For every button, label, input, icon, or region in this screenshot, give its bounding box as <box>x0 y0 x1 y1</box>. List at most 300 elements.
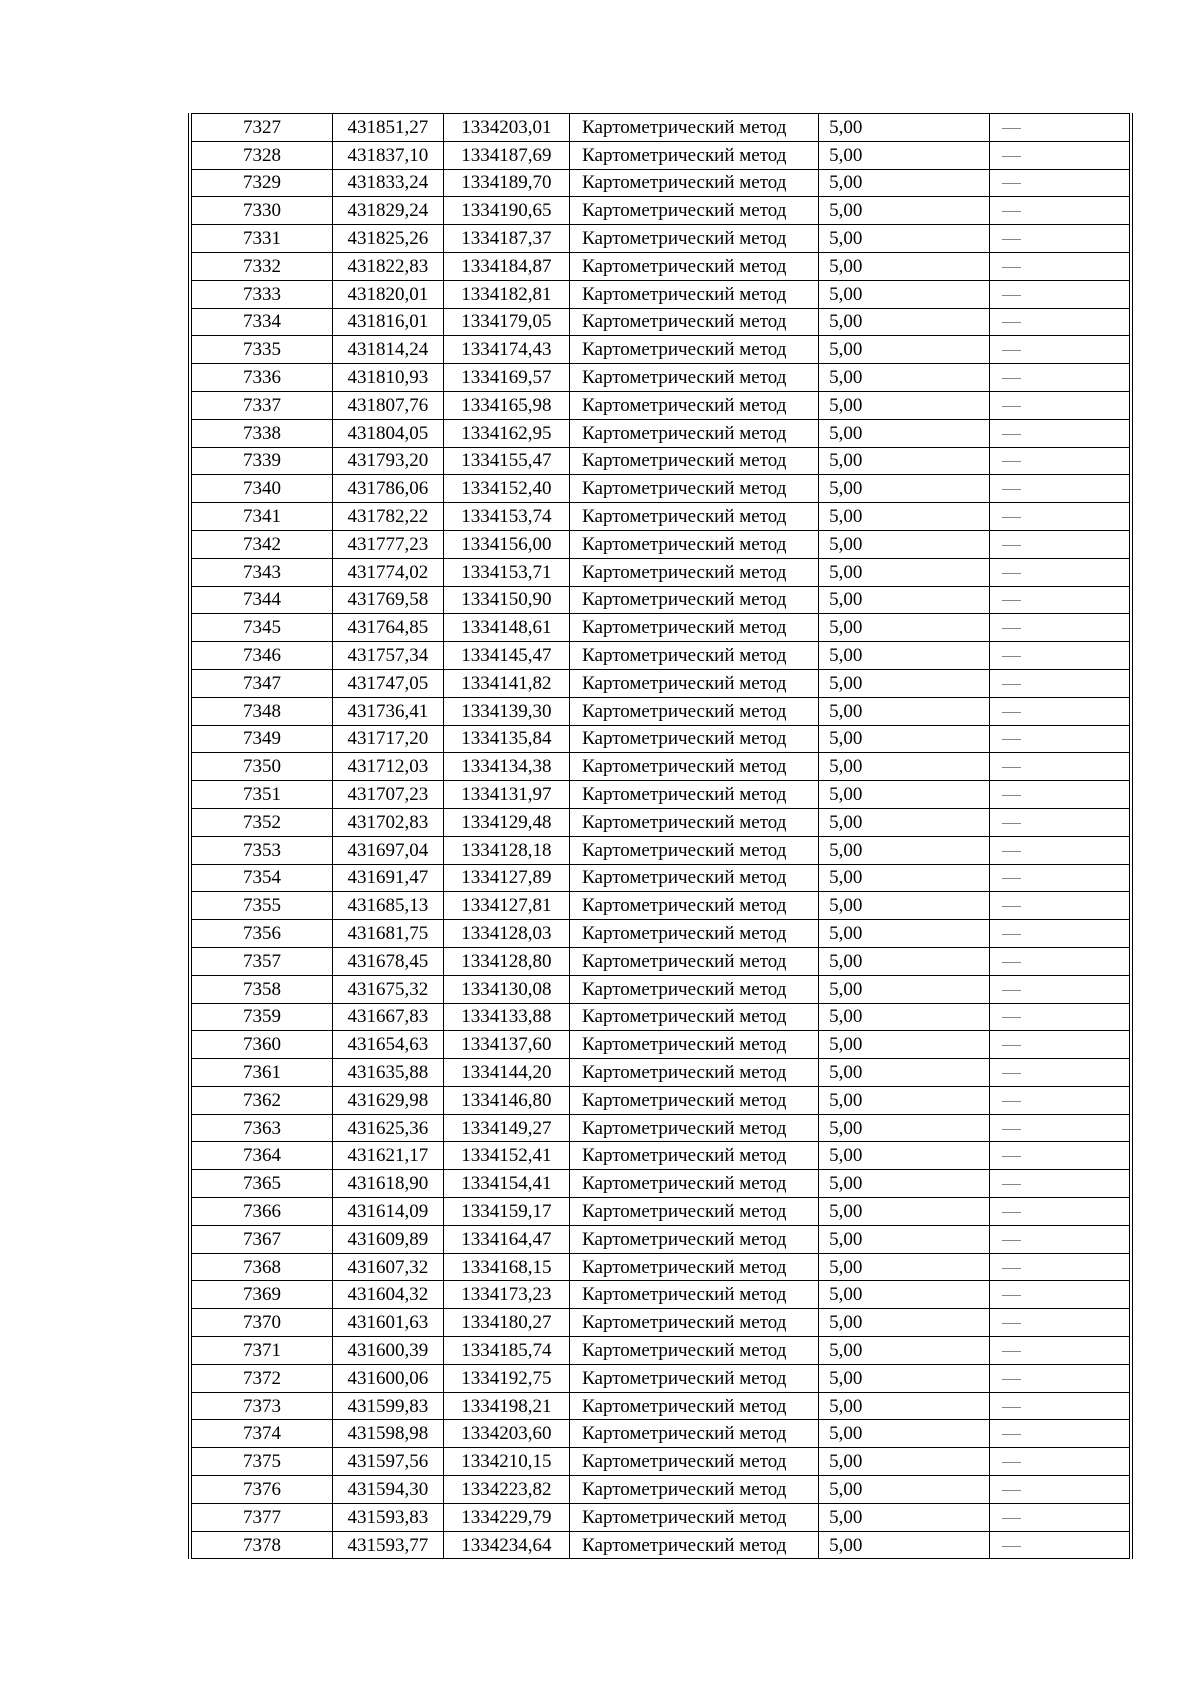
table-row <box>190 114 1131 142</box>
x-coordinate-cell: 431691,47 <box>333 864 443 892</box>
description-cell: — <box>989 1364 1131 1392</box>
point-number-cell: 7372 <box>190 1364 333 1392</box>
accuracy-cell: 5,00 <box>819 947 990 975</box>
accuracy-cell: 5,00 <box>819 642 990 670</box>
table-row <box>190 530 1131 558</box>
description-cell: — <box>989 1198 1131 1226</box>
y-coordinate-cell: 1334152,40 <box>443 475 570 503</box>
method-cell: Картометрический метод <box>570 114 819 142</box>
description-cell: — <box>989 892 1131 920</box>
accuracy-cell: 5,00 <box>819 1170 990 1198</box>
y-coordinate-cell: 1334168,15 <box>443 1253 570 1281</box>
description-cell: — <box>989 1142 1131 1170</box>
y-coordinate-cell: 1334128,03 <box>443 920 570 948</box>
table-row <box>190 1114 1131 1142</box>
y-coordinate-cell: 1334135,84 <box>443 725 570 753</box>
method-cell: Картометрический метод <box>570 1309 819 1337</box>
y-coordinate-cell: 1334164,47 <box>443 1225 570 1253</box>
method-cell: Картометрический метод <box>570 781 819 809</box>
accuracy-cell: 5,00 <box>819 920 990 948</box>
point-number-cell: 7358 <box>190 975 333 1003</box>
y-coordinate-cell: 1334210,15 <box>443 1448 570 1476</box>
accuracy-cell: 5,00 <box>819 1253 990 1281</box>
table-row <box>190 1086 1131 1114</box>
description-cell: — <box>989 391 1131 419</box>
x-coordinate-cell: 431629,98 <box>333 1086 443 1114</box>
table-row <box>190 808 1131 836</box>
description-cell: — <box>989 1281 1131 1309</box>
x-coordinate-cell: 431593,83 <box>333 1503 443 1531</box>
description-cell: — <box>989 1114 1131 1142</box>
y-coordinate-cell: 1334162,95 <box>443 419 570 447</box>
method-cell: Картометрический метод <box>570 586 819 614</box>
method-cell: Картометрический метод <box>570 836 819 864</box>
y-coordinate-cell: 1334159,17 <box>443 1198 570 1226</box>
x-coordinate-cell: 431829,24 <box>333 197 443 225</box>
x-coordinate-cell: 431851,27 <box>333 114 443 142</box>
y-coordinate-cell: 1334182,81 <box>443 280 570 308</box>
accuracy-cell: 5,00 <box>819 836 990 864</box>
description-cell: — <box>989 614 1131 642</box>
description-cell: — <box>989 1392 1131 1420</box>
y-coordinate-cell: 1334203,01 <box>443 114 570 142</box>
x-coordinate-cell: 431598,98 <box>333 1420 443 1448</box>
description-cell: — <box>989 753 1131 781</box>
method-cell: Картометрический метод <box>570 1281 819 1309</box>
y-coordinate-cell: 1334139,30 <box>443 697 570 725</box>
point-number-cell: 7328 <box>190 141 333 169</box>
y-coordinate-cell: 1334234,64 <box>443 1531 570 1559</box>
table-row <box>190 920 1131 948</box>
accuracy-cell: 5,00 <box>819 169 990 197</box>
point-number-cell: 7361 <box>190 1059 333 1087</box>
table-row <box>190 781 1131 809</box>
point-number-cell: 7342 <box>190 530 333 558</box>
method-cell: Картометрический метод <box>570 753 819 781</box>
x-coordinate-cell: 431774,02 <box>333 558 443 586</box>
x-coordinate-cell: 431820,01 <box>333 280 443 308</box>
x-coordinate-cell: 431609,89 <box>333 1225 443 1253</box>
x-coordinate-cell: 431769,58 <box>333 586 443 614</box>
accuracy-cell: 5,00 <box>819 336 990 364</box>
accuracy-cell: 5,00 <box>819 725 990 753</box>
x-coordinate-cell: 431614,09 <box>333 1198 443 1226</box>
method-cell: Картометрический метод <box>570 447 819 475</box>
table-row <box>190 1059 1131 1087</box>
point-number-cell: 7349 <box>190 725 333 753</box>
point-number-cell: 7327 <box>190 114 333 142</box>
accuracy-cell: 5,00 <box>819 975 990 1003</box>
table-row <box>190 252 1131 280</box>
accuracy-cell: 5,00 <box>819 364 990 392</box>
y-coordinate-cell: 1334128,18 <box>443 836 570 864</box>
method-cell: Картометрический метод <box>570 141 819 169</box>
table-row <box>190 1476 1131 1504</box>
x-coordinate-cell: 431782,22 <box>333 503 443 531</box>
point-number-cell: 7369 <box>190 1281 333 1309</box>
x-coordinate-cell: 431786,06 <box>333 475 443 503</box>
table-row <box>190 280 1131 308</box>
description-cell: — <box>989 558 1131 586</box>
method-cell: Картометрический метод <box>570 364 819 392</box>
description-cell: — <box>989 1476 1131 1504</box>
y-coordinate-cell: 1334229,79 <box>443 1503 570 1531</box>
method-cell: Картометрический метод <box>570 503 819 531</box>
table-row <box>190 1170 1131 1198</box>
accuracy-cell: 5,00 <box>819 781 990 809</box>
accuracy-cell: 5,00 <box>819 225 990 253</box>
description-cell: — <box>989 1003 1131 1031</box>
y-coordinate-cell: 1334153,71 <box>443 558 570 586</box>
point-number-cell: 7346 <box>190 642 333 670</box>
description-cell: — <box>989 975 1131 1003</box>
x-coordinate-cell: 431822,83 <box>333 252 443 280</box>
description-cell: — <box>989 252 1131 280</box>
point-number-cell: 7359 <box>190 1003 333 1031</box>
x-coordinate-cell: 431702,83 <box>333 808 443 836</box>
x-coordinate-cell: 431777,23 <box>333 530 443 558</box>
accuracy-cell: 5,00 <box>819 1059 990 1087</box>
point-number-cell: 7353 <box>190 836 333 864</box>
table-row <box>190 558 1131 586</box>
point-number-cell: 7344 <box>190 586 333 614</box>
point-number-cell: 7356 <box>190 920 333 948</box>
point-number-cell: 7352 <box>190 808 333 836</box>
table-row <box>190 725 1131 753</box>
table-row <box>190 947 1131 975</box>
table-row <box>190 419 1131 447</box>
point-number-cell: 7348 <box>190 697 333 725</box>
y-coordinate-cell: 1334134,38 <box>443 753 570 781</box>
table-row <box>190 892 1131 920</box>
accuracy-cell: 5,00 <box>819 1225 990 1253</box>
point-number-cell: 7336 <box>190 364 333 392</box>
x-coordinate-cell: 431807,76 <box>333 391 443 419</box>
x-coordinate-cell: 431810,93 <box>333 364 443 392</box>
x-coordinate-cell: 431593,77 <box>333 1531 443 1559</box>
accuracy-cell: 5,00 <box>819 419 990 447</box>
x-coordinate-cell: 431597,56 <box>333 1448 443 1476</box>
description-cell: — <box>989 1337 1131 1365</box>
method-cell: Картометрический метод <box>570 725 819 753</box>
method-cell: Картометрический метод <box>570 1142 819 1170</box>
y-coordinate-cell: 1334145,47 <box>443 642 570 670</box>
y-coordinate-cell: 1334131,97 <box>443 781 570 809</box>
table-row <box>190 475 1131 503</box>
method-cell: Картометрический метод <box>570 697 819 725</box>
method-cell: Картометрический метод <box>570 947 819 975</box>
accuracy-cell: 5,00 <box>819 391 990 419</box>
method-cell: Картометрический метод <box>570 1031 819 1059</box>
x-coordinate-cell: 431816,01 <box>333 308 443 336</box>
accuracy-cell: 5,00 <box>819 1364 990 1392</box>
accuracy-cell: 5,00 <box>819 558 990 586</box>
table-row <box>190 308 1131 336</box>
description-cell: — <box>989 586 1131 614</box>
point-number-cell: 7345 <box>190 614 333 642</box>
accuracy-cell: 5,00 <box>819 892 990 920</box>
method-cell: Картометрический метод <box>570 1448 819 1476</box>
y-coordinate-cell: 1334156,00 <box>443 530 570 558</box>
y-coordinate-cell: 1334184,87 <box>443 252 570 280</box>
point-number-cell: 7377 <box>190 1503 333 1531</box>
description-cell: — <box>989 781 1131 809</box>
point-number-cell: 7340 <box>190 475 333 503</box>
point-number-cell: 7332 <box>190 252 333 280</box>
y-coordinate-cell: 1334154,41 <box>443 1170 570 1198</box>
method-cell: Картометрический метод <box>570 169 819 197</box>
method-cell: Картометрический метод <box>570 1086 819 1114</box>
x-coordinate-cell: 431625,36 <box>333 1114 443 1142</box>
table-row <box>190 1420 1131 1448</box>
accuracy-cell: 5,00 <box>819 1281 990 1309</box>
description-cell: — <box>989 114 1131 142</box>
accuracy-cell: 5,00 <box>819 1309 990 1337</box>
x-coordinate-cell: 431621,17 <box>333 1142 443 1170</box>
x-coordinate-cell: 431635,88 <box>333 1059 443 1087</box>
table-row <box>190 1253 1131 1281</box>
accuracy-cell: 5,00 <box>819 1448 990 1476</box>
point-number-cell: 7335 <box>190 336 333 364</box>
table-row <box>190 169 1131 197</box>
accuracy-cell: 5,00 <box>819 1114 990 1142</box>
description-cell: — <box>989 1031 1131 1059</box>
point-number-cell: 7376 <box>190 1476 333 1504</box>
coordinates-table <box>188 113 1133 1559</box>
y-coordinate-cell: 1334185,74 <box>443 1337 570 1365</box>
table-row <box>190 1448 1131 1476</box>
point-number-cell: 7364 <box>190 1142 333 1170</box>
x-coordinate-cell: 431594,30 <box>333 1476 443 1504</box>
point-number-cell: 7360 <box>190 1031 333 1059</box>
x-coordinate-cell: 431736,41 <box>333 697 443 725</box>
method-cell: Картометрический метод <box>570 336 819 364</box>
x-coordinate-cell: 431804,05 <box>333 419 443 447</box>
table-row <box>190 1309 1131 1337</box>
table-row <box>190 1281 1131 1309</box>
point-number-cell: 7362 <box>190 1086 333 1114</box>
point-number-cell: 7366 <box>190 1198 333 1226</box>
table-row <box>190 141 1131 169</box>
accuracy-cell: 5,00 <box>819 530 990 558</box>
accuracy-cell: 5,00 <box>819 1031 990 1059</box>
point-number-cell: 7341 <box>190 503 333 531</box>
description-cell: — <box>989 336 1131 364</box>
x-coordinate-cell: 431837,10 <box>333 141 443 169</box>
table-row <box>190 1198 1131 1226</box>
description-cell: — <box>989 1086 1131 1114</box>
description-cell: — <box>989 308 1131 336</box>
accuracy-cell: 5,00 <box>819 114 990 142</box>
description-cell: — <box>989 808 1131 836</box>
method-cell: Картометрический метод <box>570 308 819 336</box>
method-cell: Картометрический метод <box>570 558 819 586</box>
point-number-cell: 7333 <box>190 280 333 308</box>
y-coordinate-cell: 1334127,81 <box>443 892 570 920</box>
accuracy-cell: 5,00 <box>819 1531 990 1559</box>
point-number-cell: 7331 <box>190 225 333 253</box>
y-coordinate-cell: 1334190,65 <box>443 197 570 225</box>
y-coordinate-cell: 1334148,61 <box>443 614 570 642</box>
method-cell: Картометрический метод <box>570 614 819 642</box>
y-coordinate-cell: 1334128,80 <box>443 947 570 975</box>
method-cell: Картометрический метод <box>570 1476 819 1504</box>
method-cell: Картометрический метод <box>570 1059 819 1087</box>
y-coordinate-cell: 1334144,20 <box>443 1059 570 1087</box>
table-row <box>190 586 1131 614</box>
x-coordinate-cell: 431601,63 <box>333 1309 443 1337</box>
point-number-cell: 7370 <box>190 1309 333 1337</box>
table-row <box>190 864 1131 892</box>
method-cell: Картометрический метод <box>570 920 819 948</box>
method-cell: Картометрический метод <box>570 1503 819 1531</box>
table-row <box>190 1364 1131 1392</box>
accuracy-cell: 5,00 <box>819 669 990 697</box>
method-cell: Картометрический метод <box>570 475 819 503</box>
x-coordinate-cell: 431607,32 <box>333 1253 443 1281</box>
point-number-cell: 7354 <box>190 864 333 892</box>
description-cell: — <box>989 920 1131 948</box>
description-cell: — <box>989 725 1131 753</box>
table-row <box>190 447 1131 475</box>
description-cell: — <box>989 1531 1131 1559</box>
method-cell: Картометрический метод <box>570 1364 819 1392</box>
point-number-cell: 7368 <box>190 1253 333 1281</box>
description-cell: — <box>989 475 1131 503</box>
method-cell: Картометрический метод <box>570 225 819 253</box>
x-coordinate-cell: 431814,24 <box>333 336 443 364</box>
x-coordinate-cell: 431600,06 <box>333 1364 443 1392</box>
x-coordinate-cell: 431667,83 <box>333 1003 443 1031</box>
point-number-cell: 7357 <box>190 947 333 975</box>
table-row <box>190 1142 1131 1170</box>
point-number-cell: 7338 <box>190 419 333 447</box>
description-cell: — <box>989 642 1131 670</box>
y-coordinate-cell: 1334137,60 <box>443 1031 570 1059</box>
accuracy-cell: 5,00 <box>819 586 990 614</box>
table-row <box>190 614 1131 642</box>
x-coordinate-cell: 431618,90 <box>333 1170 443 1198</box>
accuracy-cell: 5,00 <box>819 141 990 169</box>
description-cell: — <box>989 225 1131 253</box>
y-coordinate-cell: 1334127,89 <box>443 864 570 892</box>
table-row <box>190 1531 1131 1559</box>
description-cell: — <box>989 1059 1131 1087</box>
x-coordinate-cell: 431681,75 <box>333 920 443 948</box>
method-cell: Картометрический метод <box>570 530 819 558</box>
y-coordinate-cell: 1334146,80 <box>443 1086 570 1114</box>
accuracy-cell: 5,00 <box>819 1420 990 1448</box>
point-number-cell: 7337 <box>190 391 333 419</box>
point-number-cell: 7367 <box>190 1225 333 1253</box>
x-coordinate-cell: 431697,04 <box>333 836 443 864</box>
x-coordinate-cell: 431793,20 <box>333 447 443 475</box>
description-cell: — <box>989 1170 1131 1198</box>
accuracy-cell: 5,00 <box>819 1337 990 1365</box>
point-number-cell: 7374 <box>190 1420 333 1448</box>
x-coordinate-cell: 431764,85 <box>333 614 443 642</box>
table-row <box>190 1392 1131 1420</box>
method-cell: Картометрический метод <box>570 391 819 419</box>
x-coordinate-cell: 431833,24 <box>333 169 443 197</box>
y-coordinate-cell: 1334169,57 <box>443 364 570 392</box>
point-number-cell: 7378 <box>190 1531 333 1559</box>
description-cell: — <box>989 419 1131 447</box>
x-coordinate-cell: 431654,63 <box>333 1031 443 1059</box>
x-coordinate-cell: 431712,03 <box>333 753 443 781</box>
method-cell: Картометрический метод <box>570 1531 819 1559</box>
table-row <box>190 697 1131 725</box>
point-number-cell: 7373 <box>190 1392 333 1420</box>
method-cell: Картометрический метод <box>570 1420 819 1448</box>
description-cell: — <box>989 864 1131 892</box>
table-row <box>190 336 1131 364</box>
table-row <box>190 225 1131 253</box>
y-coordinate-cell: 1334198,21 <box>443 1392 570 1420</box>
y-coordinate-cell: 1334187,69 <box>443 141 570 169</box>
method-cell: Картометрический метод <box>570 252 819 280</box>
x-coordinate-cell: 431600,39 <box>333 1337 443 1365</box>
point-number-cell: 7330 <box>190 197 333 225</box>
description-cell: — <box>989 1309 1131 1337</box>
y-coordinate-cell: 1334189,70 <box>443 169 570 197</box>
y-coordinate-cell: 1334223,82 <box>443 1476 570 1504</box>
description-cell: — <box>989 503 1131 531</box>
method-cell: Картометрический метод <box>570 1225 819 1253</box>
method-cell: Картометрический метод <box>570 280 819 308</box>
table-row <box>190 391 1131 419</box>
method-cell: Картометрический метод <box>570 1003 819 1031</box>
table-row <box>190 669 1131 697</box>
description-cell: — <box>989 280 1131 308</box>
table-row <box>190 1225 1131 1253</box>
table-row <box>190 975 1131 1003</box>
y-coordinate-cell: 1334129,48 <box>443 808 570 836</box>
table-row <box>190 1337 1131 1365</box>
accuracy-cell: 5,00 <box>819 1003 990 1031</box>
method-cell: Картометрический метод <box>570 1253 819 1281</box>
method-cell: Картометрический метод <box>570 1337 819 1365</box>
point-number-cell: 7351 <box>190 781 333 809</box>
y-coordinate-cell: 1334203,60 <box>443 1420 570 1448</box>
description-cell: — <box>989 1503 1131 1531</box>
description-cell: — <box>989 836 1131 864</box>
y-coordinate-cell: 1334155,47 <box>443 447 570 475</box>
method-cell: Картометрический метод <box>570 892 819 920</box>
method-cell: Картометрический метод <box>570 419 819 447</box>
description-cell: — <box>989 364 1131 392</box>
point-number-cell: 7343 <box>190 558 333 586</box>
description-cell: — <box>989 447 1131 475</box>
accuracy-cell: 5,00 <box>819 475 990 503</box>
accuracy-cell: 5,00 <box>819 808 990 836</box>
y-coordinate-cell: 1334153,74 <box>443 503 570 531</box>
table-row <box>190 642 1131 670</box>
description-cell: — <box>989 697 1131 725</box>
accuracy-cell: 5,00 <box>819 197 990 225</box>
point-number-cell: 7375 <box>190 1448 333 1476</box>
accuracy-cell: 5,00 <box>819 864 990 892</box>
x-coordinate-cell: 431685,13 <box>333 892 443 920</box>
accuracy-cell: 5,00 <box>819 447 990 475</box>
table-row <box>190 364 1131 392</box>
description-cell: — <box>989 669 1131 697</box>
description-cell: — <box>989 197 1131 225</box>
table-row <box>190 1031 1131 1059</box>
method-cell: Картометрический метод <box>570 642 819 670</box>
accuracy-cell: 5,00 <box>819 1503 990 1531</box>
point-number-cell: 7334 <box>190 308 333 336</box>
